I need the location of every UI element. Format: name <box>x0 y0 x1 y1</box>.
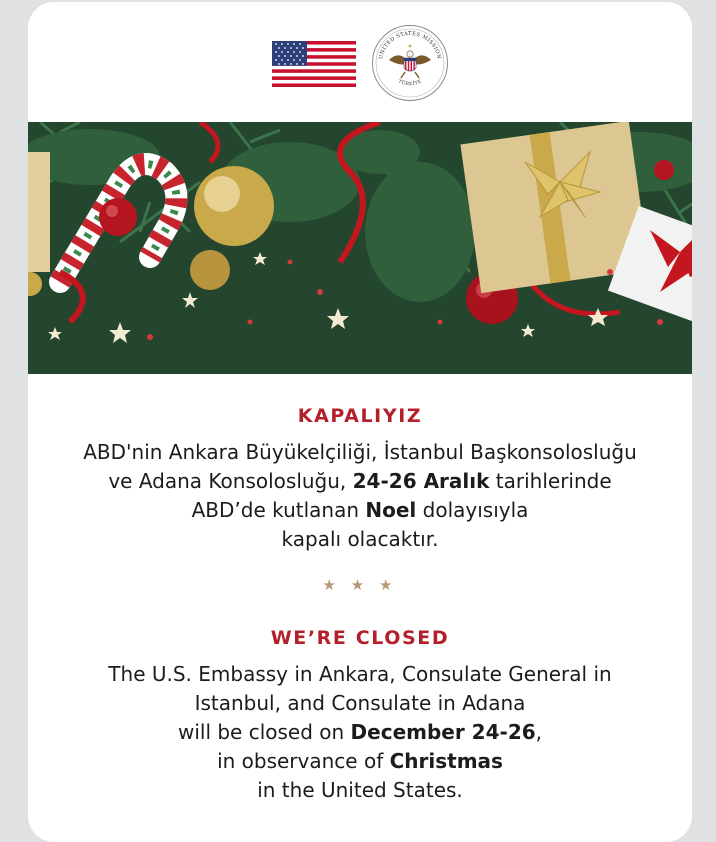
us-mission-seal-icon <box>371 24 449 102</box>
english-line-5: in the United States. <box>257 778 463 802</box>
english-line-3: will be closed on December 24-26, <box>177 720 543 744</box>
turkish-line-4: kapalı olacaktır. <box>281 527 439 551</box>
turkish-dates: 24-26 Aralık <box>352 469 490 493</box>
turkish-message <box>28 438 692 554</box>
christmas-decorations-image <box>28 122 692 374</box>
english-dates: December 24-26 <box>350 720 536 744</box>
english-heading: WE’RE CLOSED <box>270 627 450 649</box>
star-divider: ★ ★ ★ <box>322 576 398 594</box>
english-line-1: The U.S. Embassy in Ankara, Consulate General in <box>108 662 612 686</box>
christmas-banner <box>28 122 692 374</box>
english-line-2: Istanbul, and Consulate in Adana <box>194 691 526 715</box>
english-holiday: Christmas <box>389 749 503 773</box>
turkish-line-3: ABD’de kutlanan Noel dolayısıyla <box>191 498 529 522</box>
turkish-heading: KAPALIYIZ <box>297 405 423 427</box>
logo-row <box>28 2 692 120</box>
turkish-line-1: ABD'nin Ankara Büyükelçiliği, İstanbul Başkonsolosluğu <box>83 440 637 464</box>
seal-text-top: UNITED STATES MISSION <box>378 31 442 60</box>
us-flag-icon <box>272 41 356 87</box>
english-message <box>28 660 692 805</box>
english-line-4: in observance of Christmas <box>217 749 503 773</box>
seal-text-bottom: TÜRKİYE <box>397 79 423 88</box>
notice-card <box>28 2 692 842</box>
turkish-holiday: Noel <box>365 498 417 522</box>
turkish-line-2: ve Adana Konsolosluğu, 24-26 Aralık tarihlerinde <box>108 469 612 493</box>
